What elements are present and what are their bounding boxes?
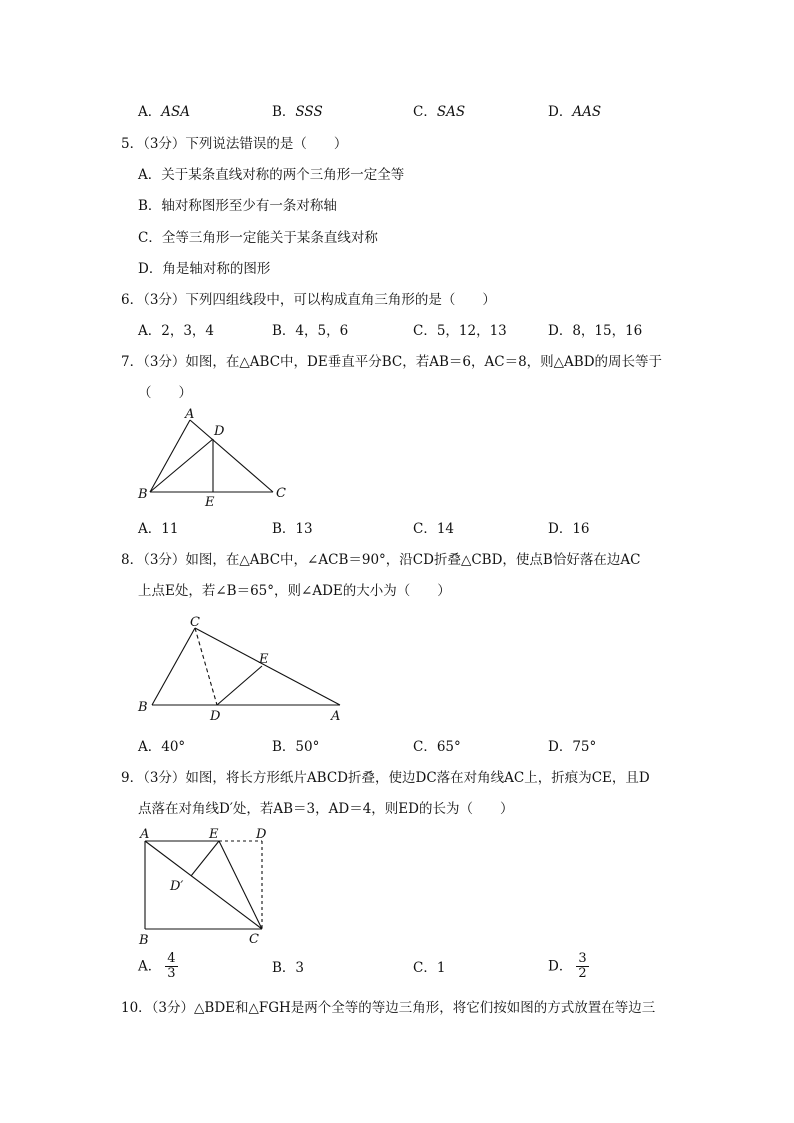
q10-stem-line1: 10．（3分）△BDE和△FGH是两个全等的等边三角形，将它们按如图的方式放置在等边三	[121, 1000, 656, 1016]
q9-option-d: D． $\frac{3}{2}$	[548, 951, 587, 981]
q9-segment-ec-crease	[219, 841, 262, 929]
q7-label-d: D	[214, 424, 225, 439]
q7-figure	[130, 408, 300, 512]
q9-stem-line2: 点落在对角线D′处，若AB＝3，AD＝4，则ED的长为（ ）	[138, 801, 514, 817]
q7-segment-ab	[150, 420, 190, 492]
q7-label-a: A	[185, 408, 195, 422]
q9-option-d-fraction: $\frac{3}{2}$	[578, 951, 587, 981]
q7-label-b: B	[138, 487, 148, 502]
q6-option-a: A．2，3，4	[138, 323, 215, 339]
q9-option-c: C．1	[413, 960, 446, 976]
q4-option-c: C．SAS	[413, 104, 466, 120]
q5-option-b: B．轴对称图形至少有一条对称轴	[138, 198, 337, 214]
q7-option-c: C．14	[413, 521, 455, 537]
q7-stem-line1: 7．（3分）如图，在△ABC中，DE垂直平分BC，若AB＝6，AC＝8，则△ABD的周长等于	[121, 354, 663, 370]
q5-option-d: D．角是轴对称的图形	[138, 261, 271, 277]
q9-option-a-fraction: $\frac{4}{3}$	[167, 951, 176, 981]
q9-label-d: D	[256, 827, 267, 842]
q8-segment-de	[217, 666, 262, 705]
q4-option-a: A．ASA	[138, 104, 190, 120]
q8-label-d: D	[210, 709, 221, 724]
q4-option-d: D．AAS	[548, 104, 602, 120]
q8-figure	[130, 610, 355, 726]
q9-option-b: B．3	[272, 960, 305, 976]
q8-stem-line1: 8．（3分）如图，在△ABC中，∠ACB＝90°，沿CD折叠△CBD，使点B恰好落在边AC	[121, 552, 641, 568]
q6-option-b: B．4，5，6	[272, 323, 349, 339]
q8-label-e: E	[259, 652, 269, 667]
q9-option-a: A． $\frac{4}{3}$	[138, 951, 176, 981]
q5-option-c: C．全等三角形一定能关于某条直线对称	[138, 230, 378, 246]
q6-option-c: C．5，12，13	[413, 323, 507, 339]
q8-label-b: B	[138, 700, 148, 715]
q8-option-c: C．65°	[413, 739, 461, 755]
q7-segment-bd	[150, 439, 213, 492]
q8-option-d: D．75°	[548, 739, 597, 755]
q9-segment-ed-prime	[191, 841, 219, 876]
q7-stem-line2: （ ）	[138, 385, 192, 401]
q9-label-e: E	[209, 827, 219, 842]
q8-label-a: A	[331, 709, 341, 724]
q8-segment-cb	[152, 628, 195, 705]
q7-option-d: D．16	[548, 521, 590, 537]
q9-label-d-prime: D′	[170, 879, 184, 894]
q9-figure	[130, 824, 280, 948]
q6-option-d: D．8，15，16	[548, 323, 643, 339]
q9-stem-line1: 9．（3分）如图，将长方形纸片ABCD折叠，使边DC落在对角线AC上，折痕为CE，且D	[121, 770, 650, 786]
q7-label-e: E	[205, 495, 215, 510]
q9-label-c: C	[249, 932, 259, 947]
q8-option-a: A．40°	[138, 739, 186, 755]
q7-option-b: B．13	[272, 521, 313, 537]
q6-stem: 6．（3分）下列四组线段中，可以构成直角三角形的是（ ）	[121, 292, 496, 308]
q9-label-b: B	[139, 933, 149, 948]
q7-segment-ac	[190, 420, 273, 492]
q5-stem: 5．（3分）下列说法错误的是（ ）	[121, 136, 348, 152]
q8-segment-cd-dashed	[195, 628, 217, 705]
q7-option-a: A．11	[138, 521, 179, 537]
q8-stem-line2: 上点E处，若∠B＝65°，则∠ADE的大小为（ ）	[138, 583, 451, 599]
q9-segment-ac-diagonal	[145, 841, 262, 929]
q5-option-a: A．关于某条直线对称的两个三角形一定全等	[138, 167, 405, 183]
q8-option-b: B．50°	[272, 739, 320, 755]
q8-label-c: C	[190, 615, 200, 630]
q4-option-b: B．SSS	[272, 104, 323, 120]
q7-label-c: C	[276, 486, 286, 501]
q9-label-a: A	[140, 827, 150, 842]
